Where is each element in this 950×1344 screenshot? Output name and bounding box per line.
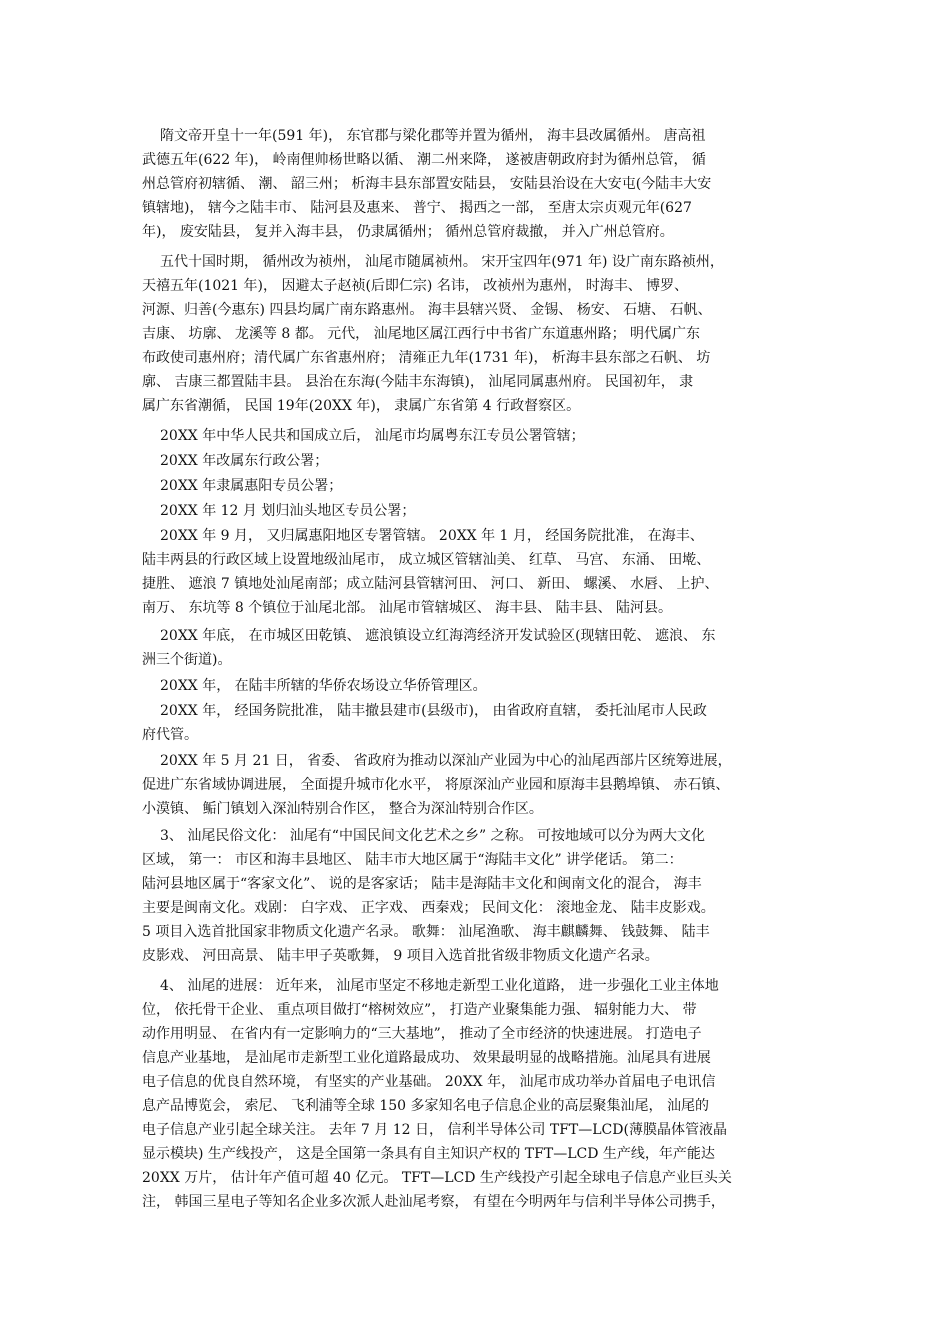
paragraph-shanwei-city-founding bbox=[142, 524, 822, 620]
text-line: 皮影戏、 河田高景、 陆丰甲子英歌舞， 9 项目入选首批省级非物质文化遗产名录。 bbox=[142, 948, 659, 964]
text-line: 20XX 年中华人民共和国成立后， 汕尾市均属粤东江专员公署管辖； bbox=[160, 428, 585, 444]
text-line: 20XX 年， 在陆丰所辖的华侨农场设立华侨管理区。 bbox=[160, 678, 487, 694]
text-line: 20XX 年隶属惠阳专员公署； bbox=[160, 478, 343, 494]
text-line: 陆河县地区属于“客家文化”、 说的是客家话； 陆丰是海陆丰文化和闽南文化的混合， 海丰 bbox=[142, 876, 702, 892]
text-line: 促进广东省域协调进展， 全面提升城市化水平， 将原深汕产业园和原海丰县鹅埠镇、 赤石镇、 bbox=[142, 777, 730, 793]
text-line: 20XX 年 5 月 21 日， 省委、 省政府为推动以深汕产业园为中心的汕尾西部片区统筹进展， bbox=[160, 753, 732, 769]
text-line: 息产品博览会， 索尼、 飞利浦等全球 150 多家知名电子信息企业的高层聚集汕尾， 汕尾的 bbox=[142, 1098, 709, 1114]
text-line: 显示模块) 生产线投产， 这是全国第一条具有自主知识产权的 TFT—LCD 生产线，年产能达 bbox=[142, 1146, 715, 1162]
paragraph-five-dynasties-to-republic bbox=[142, 250, 822, 418]
text-line: 20XX 年， 经国务院批准， 陆丰撤县建市(县级市)， 由省政府直辖， 委托汕尾市人民政 bbox=[160, 703, 707, 719]
text-line: 20XX 年 12 月 划归汕头地区专员公署； bbox=[160, 503, 416, 519]
text-line: 注， 韩国三星电子等知名企业多次派人赴汕尾考察， 有望在今明两年与信利半导体公司携手， bbox=[142, 1194, 725, 1210]
text-line: 吉康、 坊廓、 龙溪等 8 都。 元代， 汕尾地区属江西行中书省广东道惠州路； 明代属广东 bbox=[142, 326, 701, 342]
text-line: 陆丰两县的行政区域上设置地级汕尾市， 成立城区管辖汕美、 红草、 马宫、 东涌、 田墘、 bbox=[142, 552, 711, 568]
paragraph-sui-tang-history bbox=[142, 124, 822, 244]
text-line: 20XX 年 9 月， 又归属惠阳地区专署管辖。 20XX 年 1 月， 经国务院批准， 在海丰、 bbox=[160, 528, 704, 544]
text-line: 天禧五年(1021 年)， 因避太子赵祯(后即仁宗) 名讳， 改祯州为惠州， 时海丰、 博罗、 bbox=[142, 278, 689, 294]
paragraph-honghaiwan bbox=[142, 624, 822, 672]
text-line: 布政使司惠州府；清代属广东省惠州府； 清雍正九年(1731 年)， 析海丰县东部之石帆、 坊 bbox=[142, 350, 711, 366]
text-line: 府代管。 bbox=[142, 727, 198, 743]
text-line: 年)， 废安陆县， 复并入海丰县， 仍隶属循州； 循州总管府裁撤， 并入广州总管府。 bbox=[142, 224, 674, 240]
text-line: 3、 汕尾民俗文化： 汕尾有“中国民间文化艺术之乡” 之称。 可按地域可以分为两大文化 bbox=[160, 828, 706, 844]
text-line: 20XX 年改属东行政公署； bbox=[160, 453, 329, 469]
paragraph-huiyang bbox=[142, 474, 822, 498]
text-line: 五代十国时期， 循州改为祯州， 汕尾市随属祯州。 宋开宝四年(971 年) 设广南东路祯州， bbox=[160, 254, 724, 270]
text-line: 电子信息的优良自然环境， 有坚实的产业基础。 20XX 年， 汕尾市成功举办首届电子电讯信 bbox=[142, 1074, 716, 1090]
text-line: 20XX 万片， 估计年产值可超 40 亿元。 TFT—LCD 生产线投产引起全球电子信息产业巨头关 bbox=[142, 1170, 732, 1186]
paragraph-prc-founding bbox=[142, 424, 822, 448]
text-line: 位， 依托骨干企业、 重点项目做打“榕树效应”， 打造产业聚集能力强、 辐射能力大、 带 bbox=[142, 1002, 697, 1018]
text-line: 捷胜、 遮浪 7 镇地处汕尾南部；成立陆河县管辖河田、 河口、 新田、 螺溪、 水唇、 上护、 bbox=[142, 576, 719, 592]
text-line: 属广东省潮循， 民国 19年(20XX 年)， 隶属广东省第 4 行政督察区。 bbox=[142, 398, 581, 414]
text-line: 河源、归善(今惠东) 四县均属广南东路惠州。 海丰县辖兴贤、 金锡、 杨安、 石塘、 石帆、 bbox=[142, 302, 712, 318]
text-line: 隋文帝开皇十一年(591 年)， 东官郡与梁化郡等并置为循州， 海丰县改属循州。 唐高祖 bbox=[160, 128, 706, 144]
paragraph-development bbox=[142, 974, 822, 1214]
text-line: 洲三个街道)。 bbox=[142, 652, 232, 668]
paragraph-east-admin bbox=[142, 449, 822, 473]
text-line: 20XX 年底， 在市城区田乾镇、 遮浪镇设立红海湾经济开发试验区(现辖田乾、 遮浪、 东 bbox=[160, 628, 716, 644]
text-line: 镇辖地)， 辖今之陆丰市、 陆河县及惠来、 普宁、 揭西之一部， 至唐太宗贞观元年(627 bbox=[142, 200, 692, 216]
text-line: 南万、 东坑等 8 个镇位于汕尾北部。 汕尾市管辖城区、 海丰县、 陆丰县、 陆河县。 bbox=[142, 600, 673, 616]
text-line: 廓、 吉康三都置陆丰县。 县治在东海(今陆丰东海镇)， 汕尾同属惠州府。 民国初年， 隶 bbox=[142, 374, 694, 390]
text-line: 主要是闽南文化。戏剧： 白字戏、 正字戏、 西秦戏； 民间文化： 滚地金龙、 陆丰皮影戏。 bbox=[142, 900, 715, 916]
text-line: 州总管府初辖循、 潮、 韶三州； 析海丰县东部置安陆县， 安陆县治设在大安屯(今陆丰大安 bbox=[142, 176, 712, 192]
text-line: 动作用明显、 在省内有一定影响力的“三大基地”， 推动了全市经济的快速进展。 打造电子 bbox=[142, 1026, 702, 1042]
text-line: 小漠镇、 鲘门镇划入深汕特别合作区， 整合为深汕特别合作区。 bbox=[142, 801, 543, 817]
paragraph-shantou bbox=[142, 499, 822, 523]
text-line: 信息产业基地， 是汕尾市走新型工业化道路最成功、 效果最明显的战略措施。汕尾具有进展 bbox=[142, 1050, 711, 1066]
paragraph-overseas-chinese-zone bbox=[142, 674, 822, 698]
text-line: 武德五年(622 年)， 岭南俚帅杨世略以循、 潮二州来降， 遂被唐朝政府封为循州总管， 循 bbox=[142, 152, 706, 168]
paragraph-shenshan-zone bbox=[142, 749, 822, 821]
paragraph-folk-culture bbox=[142, 824, 822, 968]
text-line: 5 项目入选首批国家非物质文化遗产名录。 歌舞： 汕尾渔歌、 海丰麒麟舞、 钱鼓舞、 陆丰 bbox=[142, 924, 710, 940]
text-line: 电子信息产业引起全球关注。 去年 7 月 12 日， 信利半导体公司 TFT—LCD(薄膜晶体管液晶 bbox=[142, 1122, 727, 1138]
text-line: 4、 汕尾的进展： 近年来， 汕尾市坚定不移地走新型工业化道路， 进一步强化工业主体地 bbox=[160, 978, 719, 994]
paragraph-lufeng-city bbox=[142, 699, 822, 747]
text-line: 区域， 第一： 市区和海丰县地区、 陆丰市大地区属于“海陆丰文化” 讲学佬话。 第二： bbox=[142, 852, 683, 868]
